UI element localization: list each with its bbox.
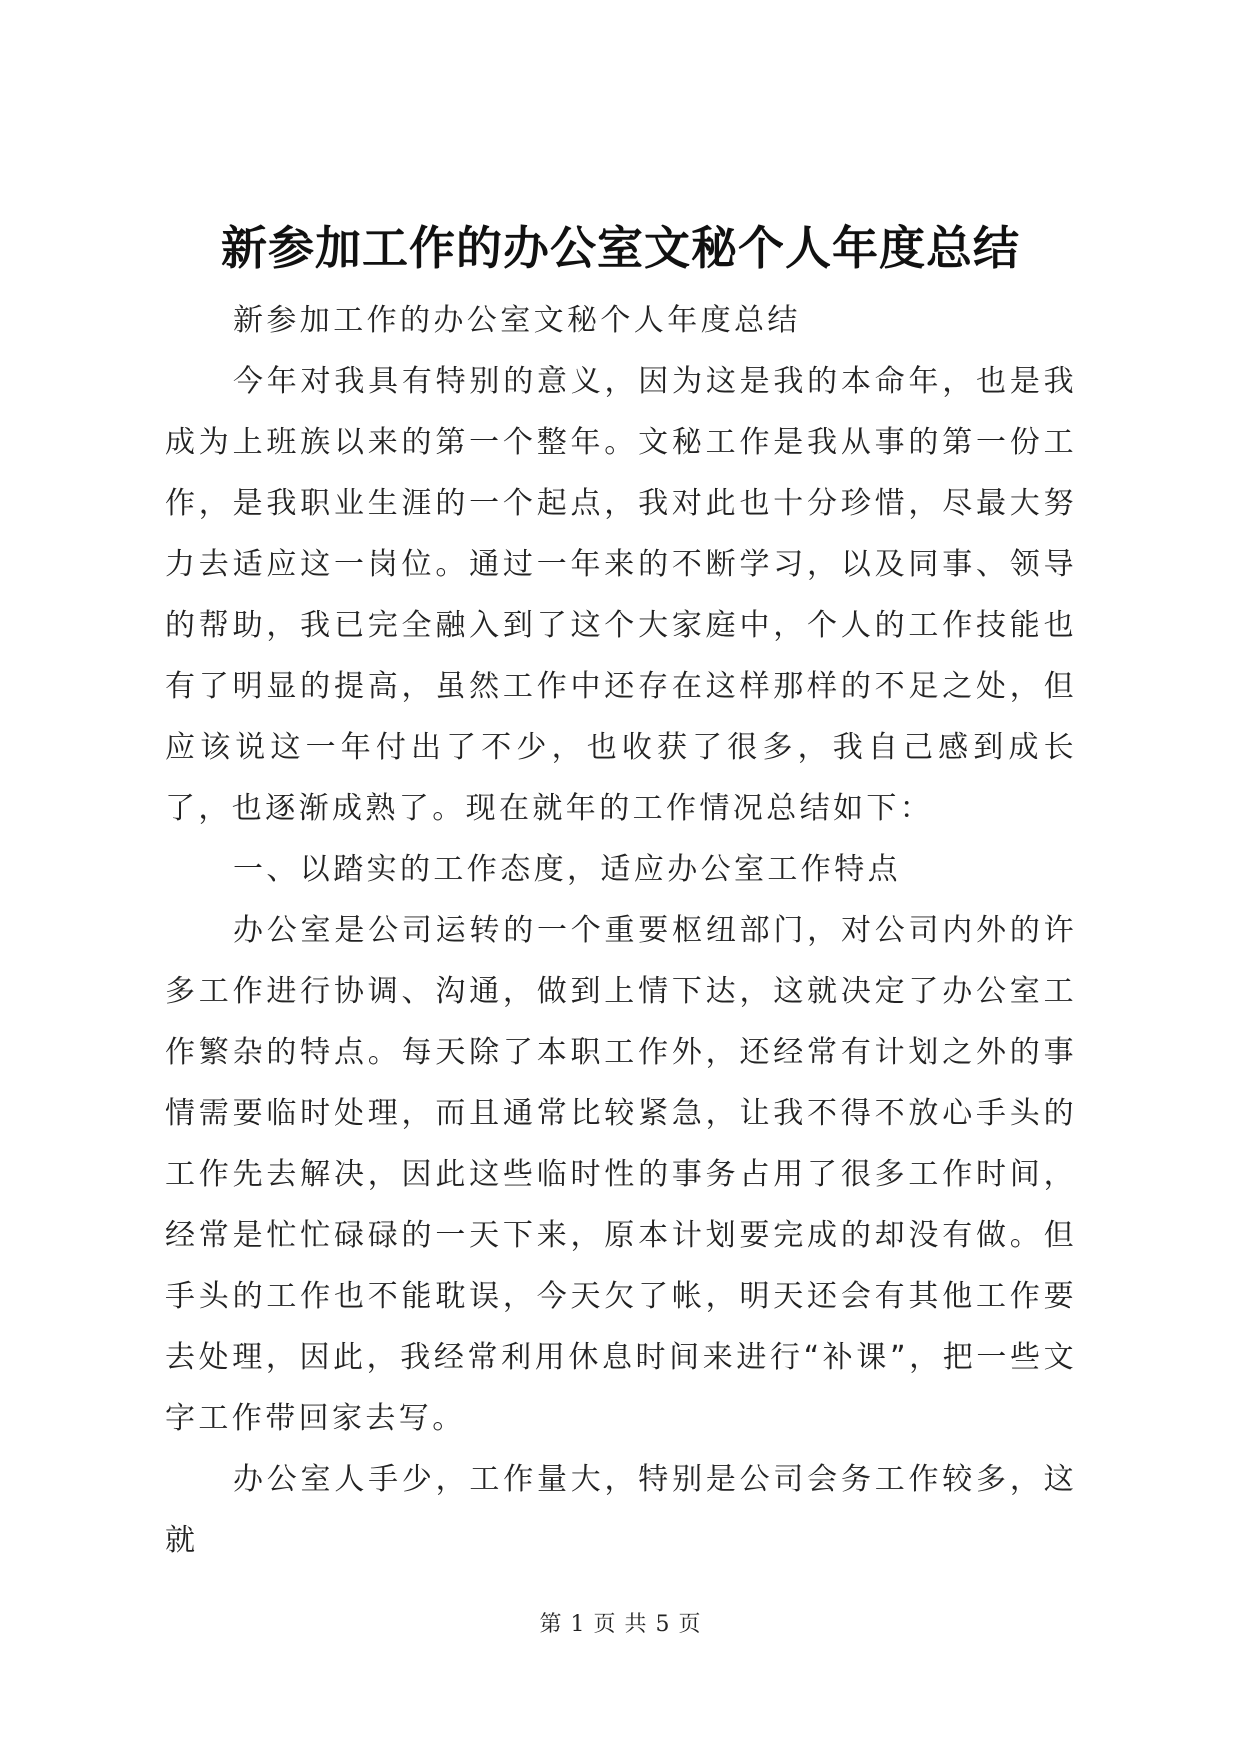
body-paragraph: 办公室人手少，工作量大，特别是公司会务工作较多，这就 — [165, 1462, 1077, 1558]
document-body — [165, 290, 1077, 1571]
document-title: 新参加工作的办公室文秘个人年度总结 — [221, 221, 1020, 275]
subtitle-paragraph: 新参加工作的办公室文秘个人年度总结 — [233, 303, 801, 338]
intro-paragraph: 今年对我具有特别的意义，因为这是我的本命年，也是我成为上班族以来的第一个整年。文秘工作是我从事的第一份工作，是我职业生涯的一个起点，我对此也十分珍惜，尽最大努力去适应这一岗位。通过一年来的不断学习，以及同事、领导的帮助，我已完全融入到了这个大家庭中，个人的工作技能也有了明显的提高，虽然工作中还存在这样那样的不足之处，但应该说这一年付出了不少，也收获了很多，我自己感到成长了，也逐渐成熟了。现在就年的工作情况总结如下： — [165, 364, 1077, 826]
body-paragraph: 办公室是公司运转的一个重要枢纽部门，对公司内外的许多工作进行协调、沟通，做到上情下达，这就决定了办公室工作繁杂的特点。每天除了本职工作外，还经常有计划之外的事情需要临时处理，而且通常比较紧急，让我不得不放心手头的工作先去解决，因此这些临时性的事务占用了很多工作时间，经常是忙忙碌碌的一天下来，原本计划要完成的却没有做。但手头的工作也不能耽误，今天欠了帐，明天还会有其他工作要去处理，因此，我经常利用休息时间来进行“补课”，把一些文字工作带回家去写。 — [165, 913, 1077, 1436]
page-number-footer: 第 1 页 共 5 页 — [539, 1612, 702, 1637]
section-heading: 一、以踏实的工作态度，适应办公室工作特点 — [233, 852, 901, 887]
